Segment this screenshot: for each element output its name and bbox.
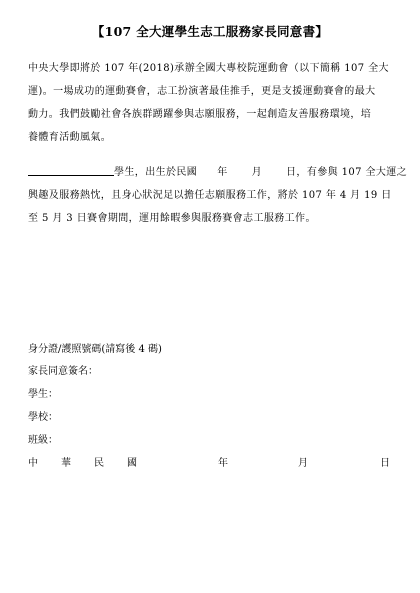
intro-paragraph [28,59,400,151]
intro-line-4: 養體育活動風氣。 [28,132,112,143]
consent-paragraph [28,163,408,232]
date-month-label: 月 [298,458,308,469]
birth-year-label: 年 [217,167,228,178]
consent-line-2: 興趣及服務熱忱，且身心狀況足以擔任志願服務工作，將於 107 年 4 月 19 日 [28,190,392,201]
parent-signature-field-label: 家長同意簽名： [28,366,98,377]
document-title: 【107 全大運學生志工服務家長同意書】 [91,24,329,39]
birth-month-label: 月 [251,167,263,178]
id-number-field-label: 身分證/護照號碼(請寫後 4 碼) [28,344,162,355]
consent-line-1 [28,163,408,186]
date-year-label: 年 [218,458,228,469]
intro-line-1: 中央大學即將於 107 年(2018)承辦全國大專校院運動會（以下簡稱 107 全大 [28,63,389,74]
date-day-label: 日 [380,458,390,469]
student-name-blank[interactable] [28,165,114,176]
intro-line-2: 運)。一場成功的運動賽會，志工扮演著最佳推手，更是支援運動賽會的最大 [28,86,376,97]
date-char-guo: 國 [127,458,137,469]
birth-day-label: 日，有參與 107 全大運之 [286,167,408,178]
intro-line-3: 動力。我們鼓勵社會各族群踴躍參與志願服務，一起創造友善服務環境，培 [28,109,372,120]
school-field-label: 學校： [28,412,58,423]
date-char-hua: 華 [61,458,71,469]
consent-line-1-text: 學生，出生於民國 [114,167,198,178]
date-char-zhong: 中 [28,458,38,469]
class-field-label: 班級： [28,435,58,446]
consent-line-3: 至 5 月 3 日賽會期間，運用餘暇參與服務賽會志工服務工作。 [28,213,316,224]
date-char-min: 民 [94,458,104,469]
student-field-label: 學生： [28,389,58,400]
